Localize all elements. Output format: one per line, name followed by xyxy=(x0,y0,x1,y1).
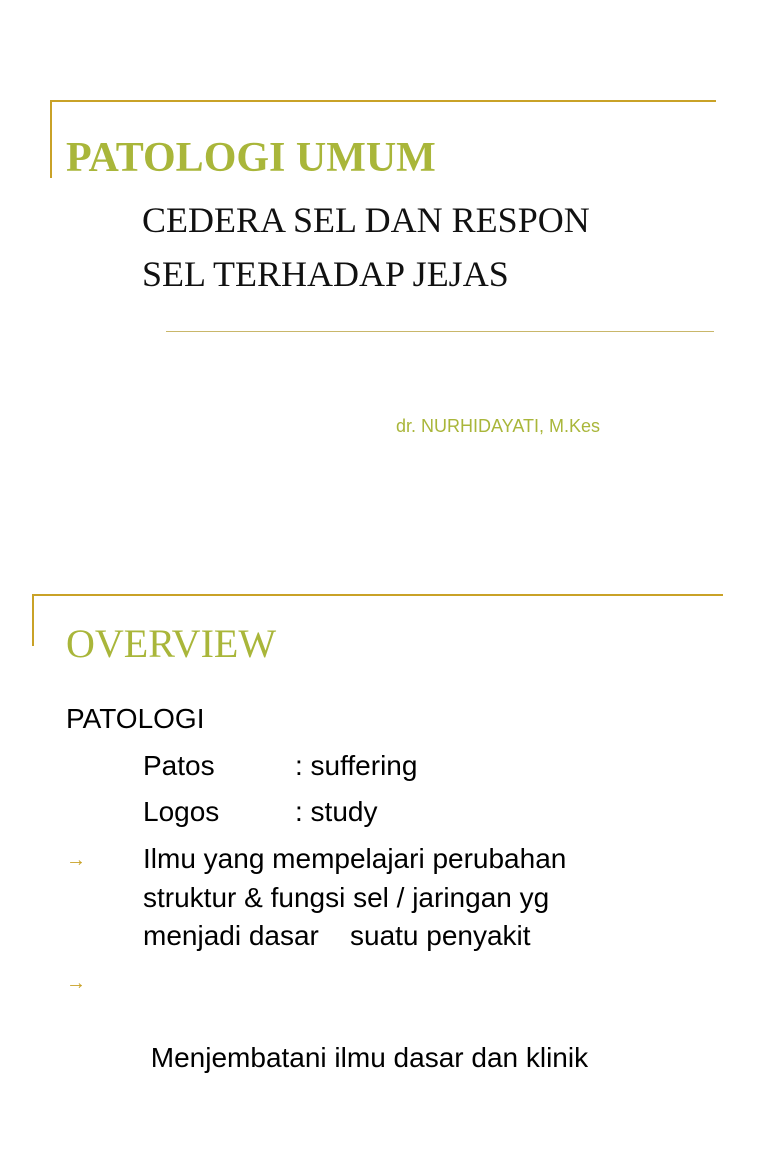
subtitle-divider xyxy=(166,331,714,332)
term-heading: PATOLOGI xyxy=(66,703,205,734)
subtitle-line: SEL TERHADAP JEJAS xyxy=(142,254,509,294)
arrow-right-icon: → xyxy=(66,849,86,871)
author-name: dr. NURHIDAYATI, M.Kes xyxy=(396,416,601,436)
bullet-item xyxy=(143,840,566,956)
slide-subtitle xyxy=(142,200,590,294)
definition-word: Patos xyxy=(143,750,215,781)
overview-slide xyxy=(0,540,768,1073)
arrow-right-icon: → xyxy=(66,972,86,994)
slide-title: OVERVIEW xyxy=(66,621,277,666)
definition-meaning: : suffering xyxy=(295,750,418,781)
bullet-item xyxy=(143,962,588,1155)
subtitle-line: CEDERA SEL DAN RESPON xyxy=(142,200,590,240)
frame-left-border xyxy=(50,100,52,178)
title-slide xyxy=(0,0,768,540)
frame-left-border xyxy=(32,594,34,646)
bullet-line: struktur & fungsi sel / jaringan yg xyxy=(143,881,550,913)
definition-word: Logos xyxy=(143,796,220,827)
frame-top-border xyxy=(32,594,723,596)
bullet-line: menjadi dasar suatu penyakit xyxy=(143,920,531,951)
definition-meaning: : study xyxy=(295,796,378,827)
frame-top-border xyxy=(50,100,716,102)
slide-title: PATOLOGI UMUM xyxy=(66,135,436,181)
bullet-line: Ilmu yang mempelajari perubahan xyxy=(143,843,567,874)
bullet-line: Menjembatani ilmu dasar dan klinik xyxy=(143,1042,589,1073)
